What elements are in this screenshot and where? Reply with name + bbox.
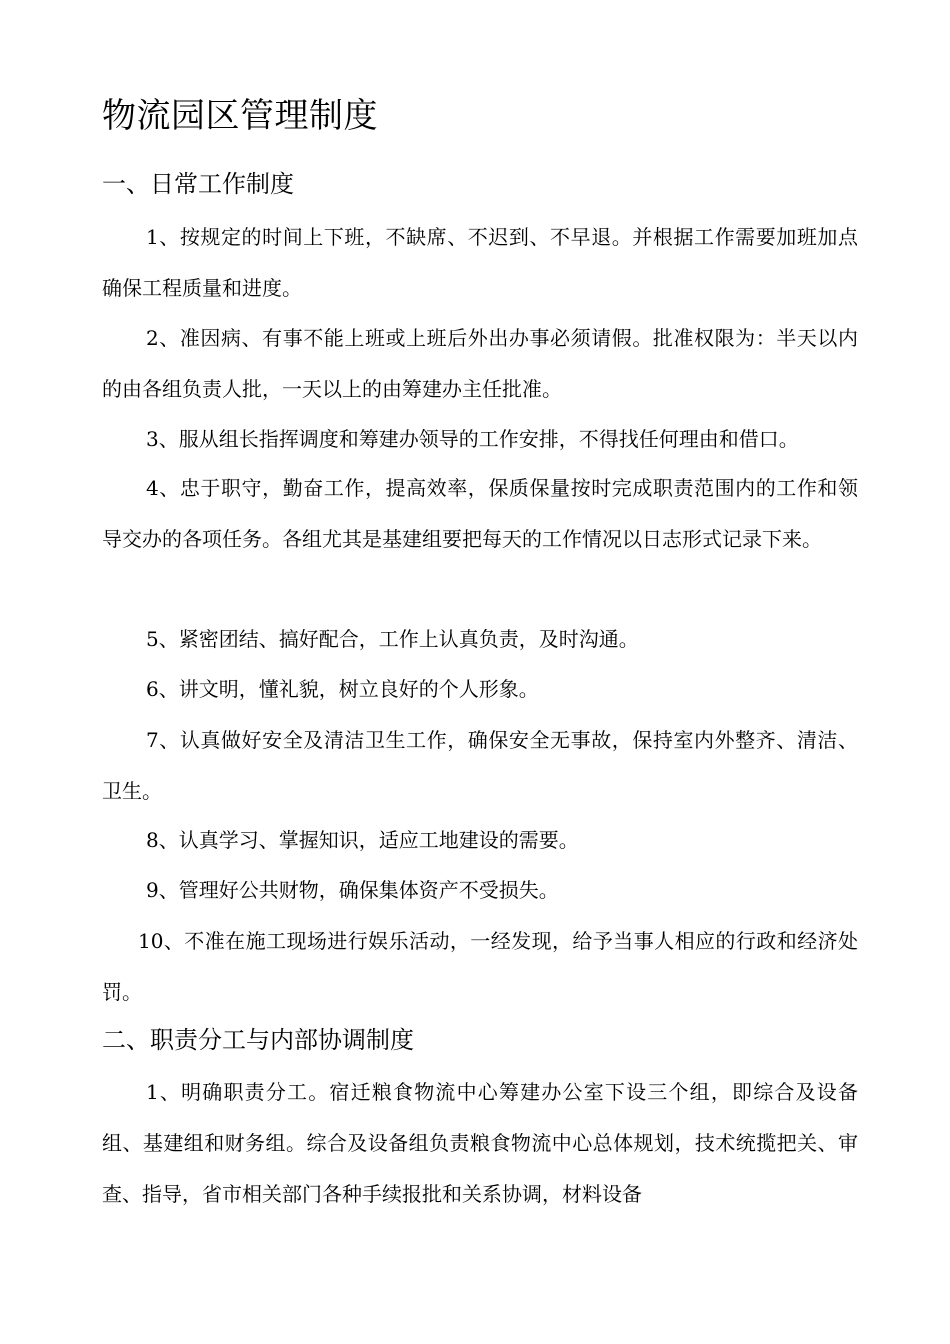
document-title: 物流园区管理制度 bbox=[102, 96, 378, 136]
paragraph-duty-1: 1、明确职责分工。宿迁粮食物流中心筹建办公室下设三个组，即综合及设备组、基建组和财务组。综合及设备组负责粮食物流中心总体规划，技术统揽把关、审查、指导，省市相关部门各种手续报批和关系协调，材料设备 bbox=[102, 1080, 858, 1206]
paragraph-3: 3、服从组长指挥调度和筹建办领导的工作安排，不得找任何理由和借口。 bbox=[146, 427, 799, 451]
paragraph-5: 5、紧密团结、搞好配合，工作上认真负责，及时沟通。 bbox=[146, 627, 639, 651]
paragraph-1: 1、按规定的时间上下班，不缺席、不迟到、不早退。并根据工作需要加班加点确保工程质量和进度。 bbox=[102, 225, 858, 300]
paragraph-8: 8、认真学习、掌握知识，适应工地建设的需要。 bbox=[146, 828, 579, 852]
paragraph-10: 10、不准在施工现场进行娱乐活动，一经发现，给予当事人相应的行政和经济处罚。 bbox=[102, 929, 858, 1004]
paragraph-2: 2、准因病、有事不能上班或上班后外出办事必须请假。批准权限为：半天以内的由各组负责人批，一天以上的由筹建办主任批准。 bbox=[102, 326, 858, 401]
paragraph-4: 4、忠于职守，勤奋工作，提高效率，保质保量按时完成职责范围内的工作和领导交办的各项任务。各组尤其是基建组要把每天的工作情况以日志形式记录下来。 bbox=[102, 476, 858, 551]
section-heading-daily-work: 一、日常工作制度 bbox=[102, 170, 294, 198]
paragraph-6: 6、讲文明，懂礼貌，树立良好的个人形象。 bbox=[146, 677, 539, 701]
paragraph-7: 7、认真做好安全及清洁卫生工作，确保安全无事故，保持室内外整齐、清洁、卫生。 bbox=[102, 728, 858, 803]
paragraph-9: 9、管理好公共财物，确保集体资产不受损失。 bbox=[146, 878, 559, 902]
section-heading-duties: 二、职责分工与内部协调制度 bbox=[102, 1026, 414, 1054]
